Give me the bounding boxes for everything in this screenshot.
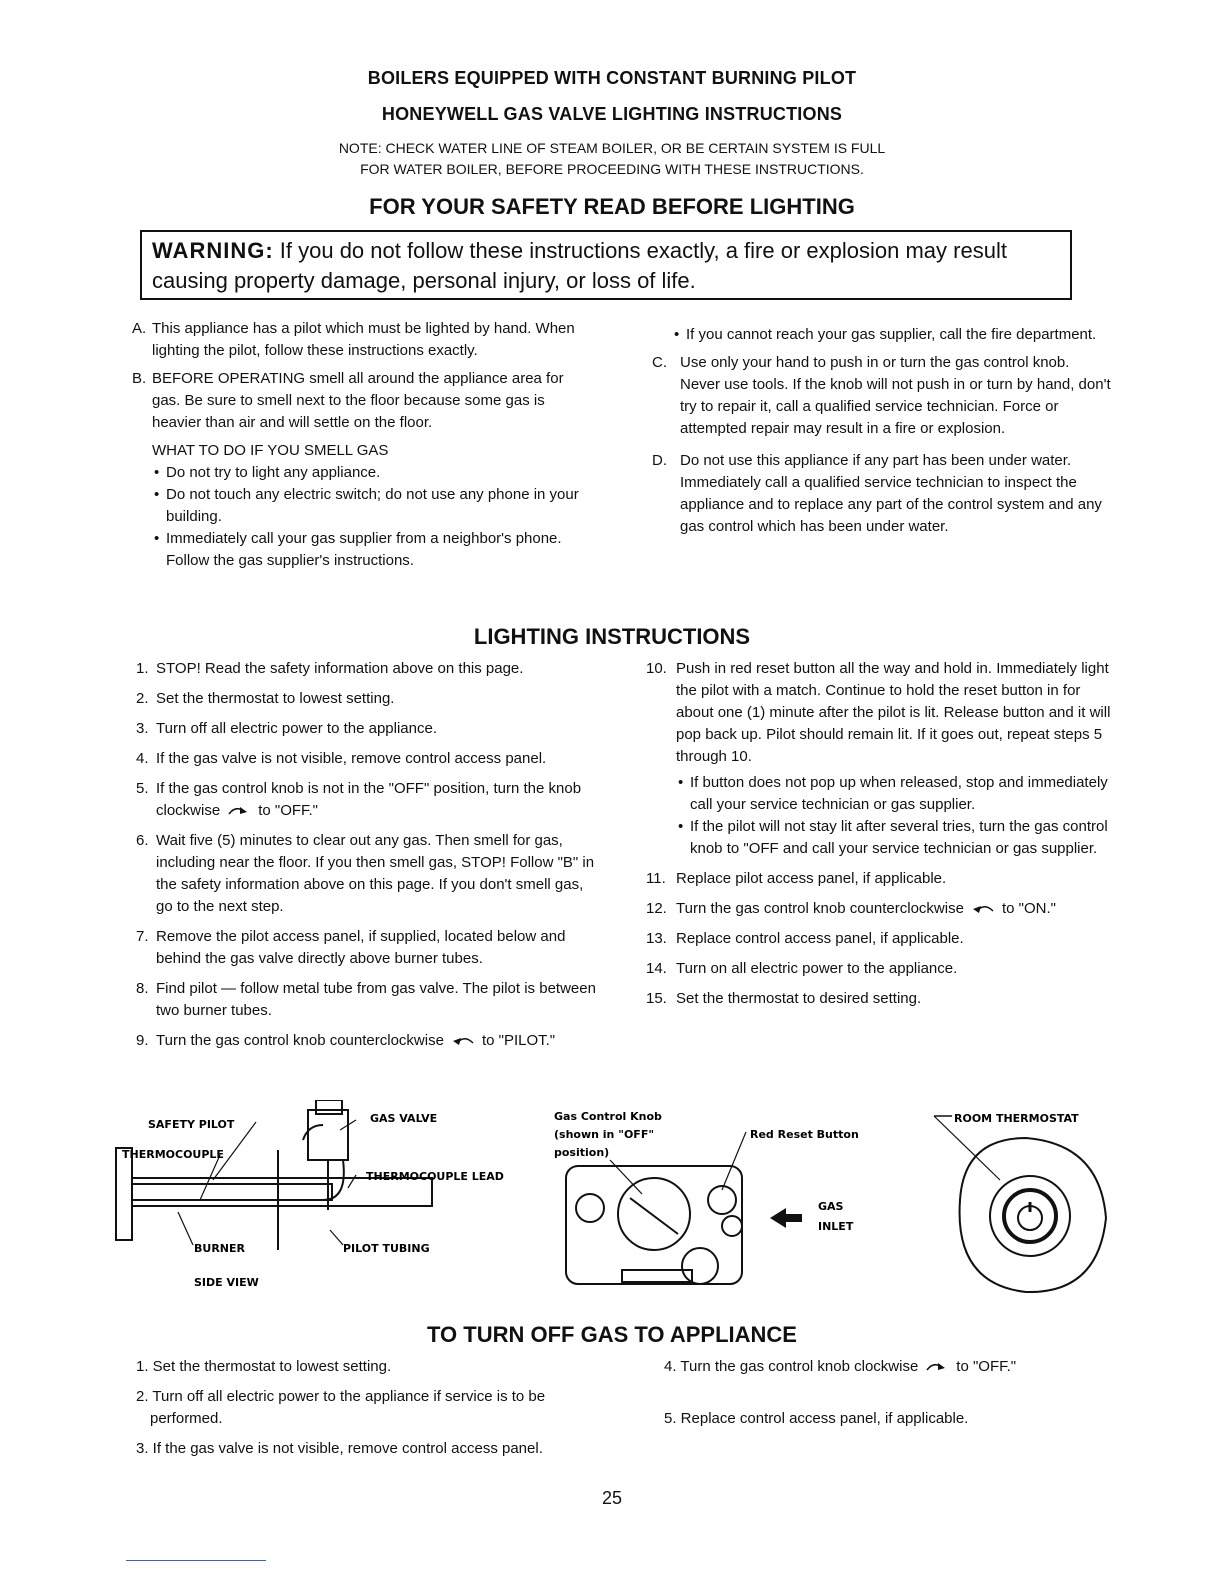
turnoff-step-4-off: to "OFF.": [956, 1358, 1017, 1375]
step-number: 15.: [646, 990, 667, 1007]
step-11: [646, 868, 1114, 890]
note-text-1: CHECK WATER LINE OF STEAM BOILER, OR BE CERTAIN SYSTEM IS FULL: [385, 140, 886, 156]
thermostat-dial-inner: [1004, 1190, 1056, 1242]
step-2: [136, 688, 598, 710]
safety-left-column: [132, 318, 594, 572]
item-text: Do not use this appliance if any part has been under water. Immediately call a qualified service technician to inspect the appliance and to replace any part of the control system and any gas control which has been under water.: [680, 452, 1102, 535]
safety-right-column: [652, 324, 1112, 544]
step-7: [136, 926, 598, 970]
item-mark: A.: [132, 320, 147, 337]
turnoff-step-4: [664, 1356, 1114, 1378]
burner-plate: [116, 1148, 132, 1240]
step-15: [646, 988, 1114, 1010]
step-text: Set the thermostat to desired setting.: [676, 990, 922, 1007]
step-8: [136, 978, 598, 1022]
step-number: 13.: [646, 930, 667, 947]
lighting-left-column: [136, 658, 598, 1060]
step-text: Turn on all electric power to the appliance.: [676, 960, 958, 977]
label-safety-pilot: SAFETY PILOT: [148, 1118, 235, 1131]
side-view-diagram: [108, 1100, 508, 1300]
warning-label: WARNING:: [152, 238, 274, 263]
note-line-2: FOR WATER BOILER, BEFORE PROCEEDING WITH THESE INSTRUCTIONS.: [360, 161, 864, 177]
smell-bullet-fire-dept: • If you cannot reach your gas supplier, call the fire department.: [672, 324, 1112, 346]
clockwise-arrow-icon: [924, 1360, 950, 1374]
bottom-rule: [126, 1560, 266, 1561]
step-number: 10.: [646, 660, 667, 677]
step-13: [646, 928, 1114, 950]
smell-heading: WHAT TO DO IF YOU SMELL GAS: [152, 442, 389, 459]
step-text: Find pilot — follow metal tube from gas valve. The pilot is between two burner tubes.: [156, 980, 596, 1019]
step-number: 2.: [136, 690, 149, 707]
warning-line-1: [152, 236, 1070, 266]
gas-inlet-arrow-icon: [770, 1208, 802, 1228]
title-honeywell: HONEYWELL GAS VALVE LIGHTING INSTRUCTIONS: [381, 104, 843, 124]
step-text: Replace control access panel, if applicable.: [676, 930, 964, 947]
burner-leader: [178, 1212, 193, 1245]
valve-body: [566, 1166, 742, 1284]
step-10-bullets: [646, 772, 1114, 860]
step-5: [136, 778, 598, 822]
safety-item-d: [652, 450, 1112, 538]
label-thermocouple-lead: THERMOCOUPLE LEAD: [366, 1170, 504, 1183]
safety-item-a: [132, 318, 594, 362]
item-mark: D.: [652, 452, 667, 469]
turnoff-step-4-text: 4. Turn the gas control knob clockwise: [664, 1358, 919, 1375]
smell-bullet: • Do not touch any electric switch; do not use any phone in your building.: [152, 484, 594, 528]
step-text-pilot: to "PILOT.": [481, 1032, 556, 1049]
label-pilot-tubing: PILOT TUBING: [343, 1242, 430, 1255]
step-text: Set the thermostat to lowest setting.: [156, 690, 395, 707]
step-text: Turn off all electric power to the appliance.: [156, 720, 437, 737]
label-reset-button: Red Reset Button: [750, 1128, 859, 1141]
red-reset-button: [708, 1186, 736, 1214]
gas-valve-diagram: [550, 1108, 900, 1298]
counterclockwise-arrow-icon: [450, 1034, 476, 1048]
step-number: 4.: [136, 750, 149, 767]
step-number: 14.: [646, 960, 667, 977]
thermostat-diagram: [930, 1108, 1120, 1298]
turnoff-step-2: 2. Turn off all electric power to the appliance if service is to be performed.: [136, 1388, 546, 1427]
pilot-tubing-leader: [330, 1230, 343, 1245]
safety-item-c: [652, 352, 1112, 440]
step-9: [136, 1030, 598, 1052]
label-side-view: SIDE VIEW: [194, 1276, 259, 1289]
lighting-heading: LIGHTING INSTRUCTIONS: [473, 624, 751, 649]
step-text-clockwise: clockwise: [156, 802, 221, 819]
turnoff-heading: TO TURN OFF GAS TO APPLIANCE: [427, 1322, 797, 1347]
label-gas: GAS: [818, 1200, 844, 1213]
label-inlet: INLET: [818, 1220, 854, 1233]
label-room-thermostat: ROOM THERMOSTAT: [954, 1112, 1079, 1125]
step-text: Turn the gas control knob counterclockwise: [156, 1032, 444, 1049]
step-number: 8.: [136, 980, 149, 997]
step-number: 9.: [136, 1032, 149, 1049]
step-14: [646, 958, 1114, 980]
label-knob-1: Gas Control Knob: [554, 1110, 662, 1123]
turnoff-step-3: 3. If the gas valve is not visible, remove control access panel.: [136, 1440, 543, 1457]
label-knob-2: (shown in "OFF": [554, 1128, 655, 1141]
label-thermocouple: THERMOCOUPLE: [122, 1148, 224, 1161]
wall-outline: [960, 1138, 1106, 1292]
page-number: 25: [601, 1488, 623, 1508]
safety-heading: FOR YOUR SAFETY READ BEFORE LIGHTING: [369, 194, 855, 219]
step-text: Push in red reset button all the way and hold in. Immediately light the pilot with a match. Continue to hold the reset button in for about one (1) minute after the pilot is lit. Release button and it will pop back up. Pilot should remain lit. If it goes out, repeat steps 5 through 10.: [676, 660, 1111, 765]
note-line-1: [0, 138, 1224, 158]
label-gas-valve: GAS VALVE: [370, 1112, 438, 1125]
warning-line-2: causing property damage, personal injury, or loss of life.: [152, 268, 696, 293]
step-number: 7.: [136, 928, 149, 945]
thermocouple-tube: [132, 1184, 332, 1200]
turnoff-step-5: 5. Replace control access panel, if applicable.: [664, 1410, 969, 1427]
step-text: If the gas valve is not visible, remove control access panel.: [156, 750, 547, 767]
lighting-right-column: [646, 658, 1114, 1018]
warning-text-1: If you do not follow these instructions exactly, a fire or explosion may result: [279, 238, 1007, 263]
turnoff-left-column: [136, 1356, 606, 1460]
step-text: If the gas control knob is not in the "OFF" position, turn the knob: [156, 780, 582, 797]
warning-box: [140, 230, 1072, 300]
counterclockwise-arrow-icon: [970, 902, 996, 916]
turnoff-right-column: [664, 1356, 1114, 1430]
step-1: [136, 658, 598, 680]
step-text: Turn the gas control knob counterclockwise: [676, 900, 964, 917]
step-text-off: to "OFF.": [258, 802, 319, 819]
step-text: Replace pilot access panel, if applicable.: [676, 870, 947, 887]
step-number: 5.: [136, 780, 149, 797]
step-number: 6.: [136, 832, 149, 849]
note-label: NOTE:: [338, 140, 382, 156]
step-10-bullet: • If the pilot will not stay lit after several tries, turn the gas control knob to "OFF and call your service technician or gas supplier.: [676, 816, 1114, 860]
item-text: BEFORE OPERATING smell all around the appliance area for gas. Be sure to smell next to the floor because some gas is heavier than air and will settle on the floor.: [152, 370, 564, 431]
safety-item-b: [132, 368, 594, 434]
step-4: [136, 748, 598, 770]
gas-valve-body: [308, 1110, 348, 1160]
title-boilers: BOILERS EQUIPPED WITH CONSTANT BURNING PILOT: [367, 68, 857, 88]
step-6: [136, 830, 598, 918]
step-number: 1.: [136, 660, 149, 677]
step-text: STOP! Read the safety information above on this page.: [156, 660, 524, 677]
smell-bullets: [132, 462, 594, 572]
label-knob-3: position): [554, 1146, 610, 1159]
step-10-bullet: • If button does not pop up when released, stop and immediately call your service technician or gas supplier.: [676, 772, 1114, 816]
item-text: Use only your hand to push in or turn the gas control knob. Never use tools. If the knob will not push in or turn by hand, don't try to repair it, call a qualified service technician. Force or attempted repair may result in a fire or explosion.: [680, 354, 1111, 437]
clockwise-arrow-icon: [226, 804, 252, 818]
step-12: [646, 898, 1114, 920]
step-number: 3.: [136, 720, 149, 737]
turnoff-step-1: 1. Set the thermostat to lowest setting.: [136, 1358, 392, 1375]
control-knob: [618, 1178, 690, 1250]
step-text: Wait five (5) minutes to clear out any gas. Then smell for gas, including near the floor. If you then smell gas, STOP! Follow "B" in the safety information above on this page. If you don't smell gas, go to the next step.: [156, 832, 595, 915]
smell-bullet: • Immediately call your gas supplier from a neighbor's phone. Follow the gas supplier's instructions.: [152, 528, 594, 572]
thermocouple-lead-leader: [348, 1175, 356, 1188]
label-burner: BURNER: [194, 1242, 245, 1255]
step-10: [646, 658, 1114, 768]
item-mark: C.: [652, 354, 667, 371]
step-number: 12.: [646, 900, 667, 917]
step-number: 11.: [646, 870, 666, 887]
step-3: [136, 718, 598, 740]
step-text-on: to "ON.": [1001, 900, 1056, 917]
smell-bullet: • Do not try to light any appliance.: [152, 462, 594, 484]
item-text: This appliance has a pilot which must be lighted by hand. When lighting the pilot, follow these instructions exactly.: [152, 320, 575, 359]
item-mark: B.: [132, 370, 147, 387]
step-text: Remove the pilot access panel, if supplied, located below and behind the gas valve directly above burner tubes.: [156, 928, 566, 967]
